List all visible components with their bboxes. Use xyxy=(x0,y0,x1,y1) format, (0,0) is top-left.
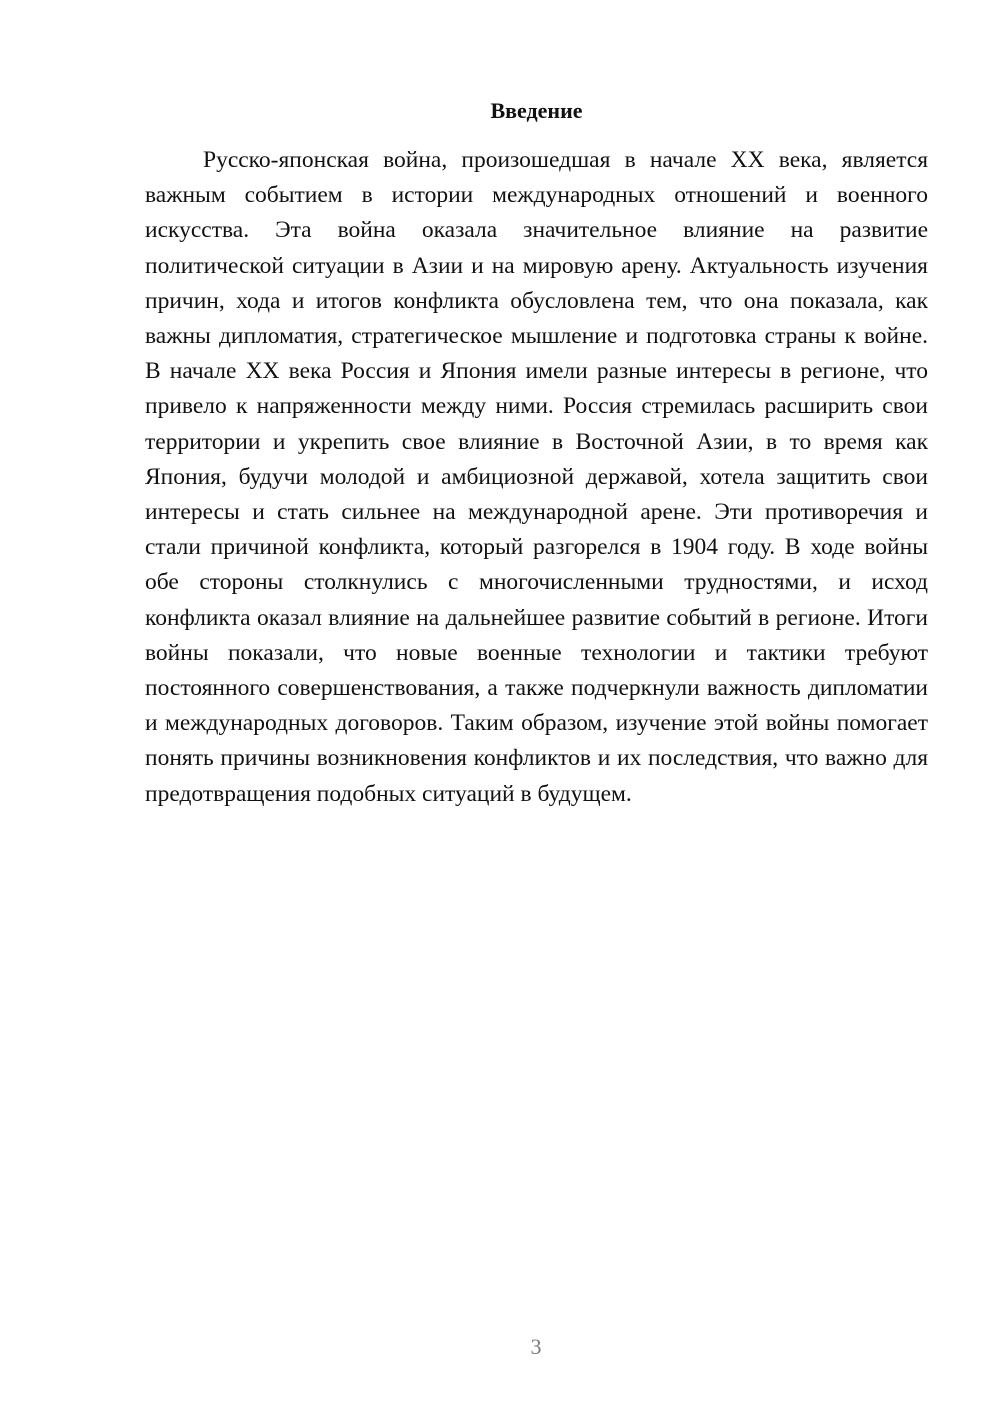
section-heading: Введение xyxy=(490,98,583,123)
page-number: 3 xyxy=(530,1334,542,1359)
body-paragraph: Русско-японская война, произошедшая в начале XX века, является важным событием в истории международных отношений и военного искусства. Эта война оказала значительное влияние на развитие политической ситуации в Азии и на мировую арену. Актуальность изучения причин, хода и итогов конфликта обусловлена тем, что она показала, как важны дипломатия, стратегическое мышление и подготовка страны к войне. В начале XX века Россия и Япония имели разные интересы в регионе, что привело к напряженности между ними. Россия стремилась расширить свои территории и укрепить свое влияние в Восточной Азии, в то время как Япония, будучи молодой и амбициозной державой, хотела защитить свои интересы и стать сильнее на международной арене. Эти противоречия и стали причиной конфликта, который разгорелся в 1904 году. В ходе войны обе стороны столкнулись с многочисленными трудностями, и исход конфликта оказал влияние на дальнейшее развитие событий в регионе. Итоги войны показали, что новые военные технологии и тактики требуют постоянного совершенствования, а также подчеркнули важность дипломатии и международных договоров. Таким образом, изучение этой войны помогает понять причины возникновения конфликтов и их последствия, что важно для предотвращения подобных ситуаций в будущем. xyxy=(145,147,928,807)
